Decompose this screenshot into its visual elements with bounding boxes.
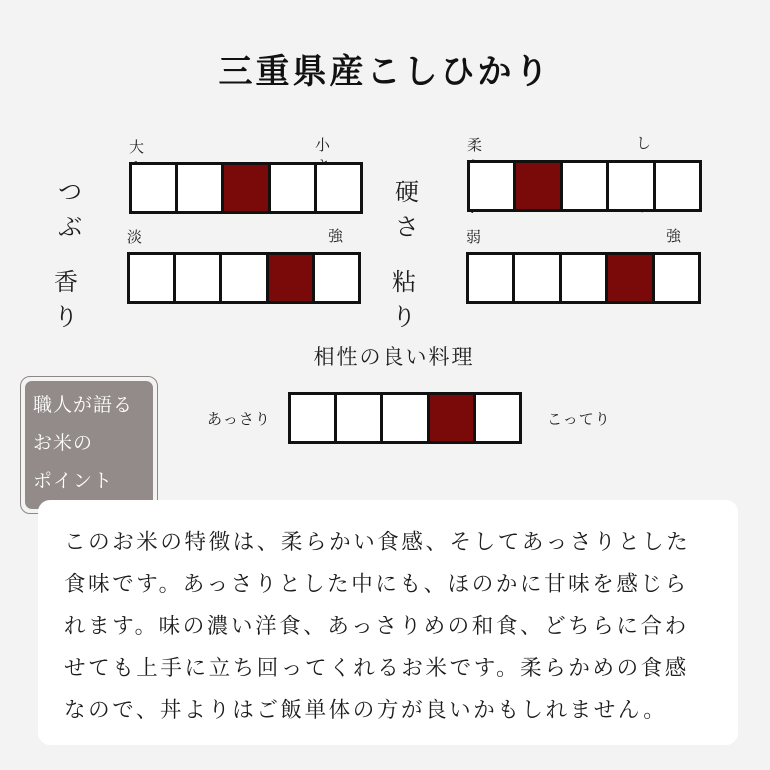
description-line: れます。味の濃い洋食、あっさりめの和食、どちらに合わ xyxy=(64,614,689,639)
rating-bar xyxy=(466,252,701,304)
rating-cell xyxy=(132,165,178,211)
page-title: 三重県産こしひかり xyxy=(218,52,552,92)
rating-bar xyxy=(129,162,363,214)
rating-cell-selected xyxy=(224,165,270,211)
scale-left-label: 弱 xyxy=(466,228,483,246)
rating-cell xyxy=(563,163,609,209)
scale-right-label: こってり xyxy=(547,410,611,428)
rating-cell xyxy=(515,255,561,301)
rating-cell xyxy=(291,395,337,441)
rating-cell xyxy=(656,163,699,209)
scale-right-label: 強 xyxy=(666,227,683,245)
rating-cell xyxy=(176,255,222,301)
badge-line: ポイント xyxy=(33,470,114,492)
rating-cell-selected xyxy=(430,395,476,441)
rating-cell xyxy=(470,163,516,209)
scale-label: 粘り xyxy=(392,268,416,331)
description-line: なので、丼よりはご飯単体の方が良いかもしれません。 xyxy=(64,698,668,723)
rating-cell xyxy=(222,255,268,301)
rating-bar xyxy=(288,392,522,444)
rating-cell xyxy=(315,255,358,301)
rating-cell xyxy=(271,165,317,211)
rating-bar xyxy=(127,252,361,304)
scale-label: 香り xyxy=(54,268,78,331)
scale-left-label: 大 xyxy=(129,138,146,156)
rating-cell xyxy=(337,395,383,441)
scale-left-label: あっさり xyxy=(207,410,271,428)
scale-right-label: 小 xyxy=(315,136,332,154)
scale-left-label: 柔 xyxy=(467,136,484,154)
rating-cell xyxy=(609,163,655,209)
rating-cell xyxy=(130,255,176,301)
rating-cell xyxy=(383,395,429,441)
rating-cell xyxy=(562,255,608,301)
rating-cell xyxy=(469,255,515,301)
scale-right-label: し xyxy=(636,134,653,152)
rating-cell xyxy=(655,255,698,301)
scale-left-label: 淡 xyxy=(127,228,144,246)
rating-cell xyxy=(317,165,360,211)
badge-line: お米の xyxy=(33,432,94,454)
rating-cell-selected xyxy=(269,255,315,301)
scale-label: 硬さ xyxy=(395,178,419,241)
description-line: このお米の特徴は、柔らかい食感、そしてあっさりとした xyxy=(64,530,691,555)
description-line: せても上手に立ち回ってくれるお米です。柔らかめの食感 xyxy=(64,656,689,681)
pairing-title: 相性の良い料理 xyxy=(313,345,475,369)
rating-cell-selected xyxy=(516,163,562,209)
description-line: 食味です。あっさりとした中にも、ほのかに甘味を感じら xyxy=(64,572,689,597)
description-panel xyxy=(38,500,738,745)
points-badge xyxy=(20,376,158,514)
rating-bar xyxy=(467,160,702,212)
scale-label: つぶ xyxy=(58,178,82,241)
rating-cell xyxy=(476,395,519,441)
rating-cell xyxy=(178,165,224,211)
scale-right-label: 強 xyxy=(328,227,345,245)
rating-cell-selected xyxy=(608,255,654,301)
badge-line: 職人が語る xyxy=(33,394,134,416)
